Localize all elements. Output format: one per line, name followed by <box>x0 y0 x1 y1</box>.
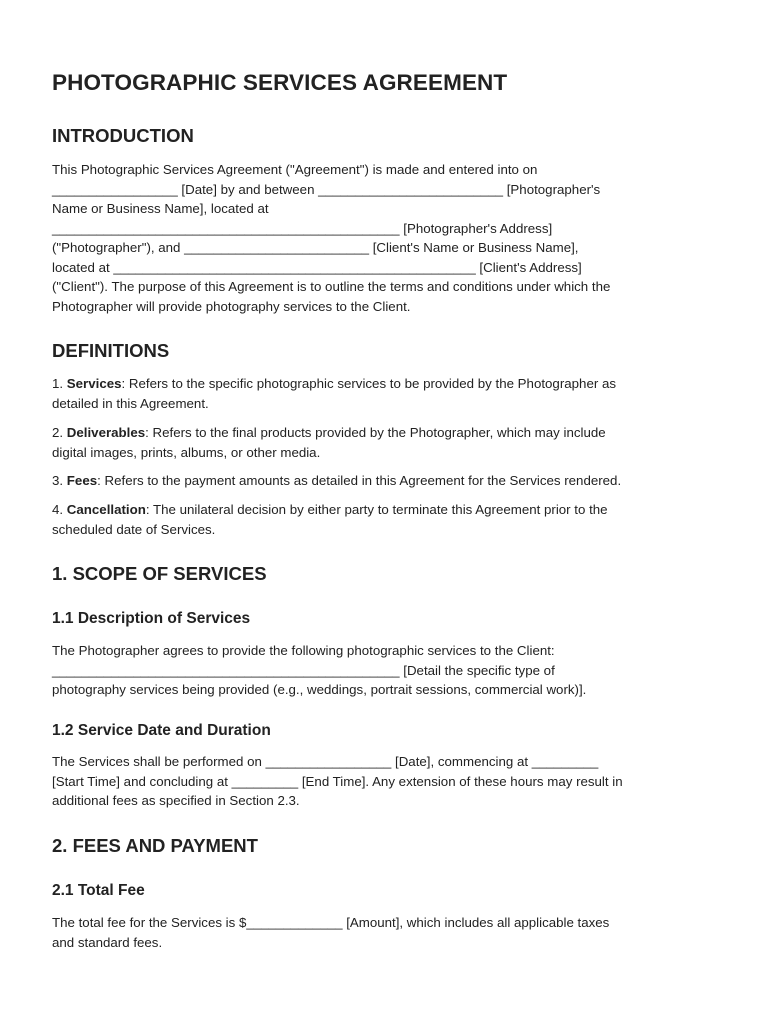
text-line: ("Client"). The purpose of this Agreement is to outline the terms and conditions under which the <box>52 279 611 294</box>
text-line: The total fee for the Services is $_____________ [Amount], which includes all applicable taxes <box>52 915 610 930</box>
total-fee-paragraph <box>52 913 720 952</box>
definition-text: : The unilateral decision by either party to terminate this Agreement prior to the <box>145 502 608 517</box>
definition-number: 2. <box>52 425 67 440</box>
definition-text: scheduled date of Services. <box>52 521 216 537</box>
definition-term: Deliverables <box>66 425 146 440</box>
definition-item-cancellation <box>52 500 720 539</box>
text-line: This Photographic Services Agreement ("Agreement") is made and entered into on <box>52 162 538 177</box>
text-line: and standard fees. <box>52 934 163 950</box>
text-line: The Photographer agrees to provide the following photographic services to the Client: <box>52 643 555 658</box>
fees-heading: 2. FEES AND PAYMENT <box>52 835 258 856</box>
service-date-paragraph <box>52 752 720 811</box>
definition-text: : Refers to the specific photographic services to be provided by the Photographer as <box>121 376 617 391</box>
definition-text: : Refers to the payment amounts as detailed in this Agreement for the Services rendered. <box>97 473 622 488</box>
text-line: Photographer will provide photography services to the Client. <box>52 298 411 314</box>
text-line: [Start Time] and concluding at _________ [End Time]. Any extension of these hours may result in <box>52 773 623 789</box>
text-line: The Services shall be performed on _________________ [Date], commencing at _________ <box>52 754 599 769</box>
text-line: _________________ [Date] by and between _________________________ [Photographer's <box>52 181 601 197</box>
text-line: located at _________________________________________________ [Client's Address] <box>52 259 582 275</box>
definition-text: digital images, prints, albums, or other media. <box>52 444 321 460</box>
text-line: ("Photographer"), and _________________________ [Client's Name or Business Name], <box>52 240 579 255</box>
subsection-heading-1-2: 1.2 Service Date and Duration <box>52 722 271 739</box>
definition-item-deliverables <box>52 423 720 462</box>
text-line: photography services being provided (e.g., weddings, portrait sessions, commercial work)]. <box>52 682 587 697</box>
definition-term: Services <box>66 376 122 391</box>
definition-item-services <box>52 374 720 413</box>
definition-number: 1. <box>52 376 67 391</box>
document-title: PHOTOGRAPHIC SERVICES AGREEMENT <box>52 70 508 95</box>
definition-number: 3. <box>52 473 67 488</box>
definition-text: detailed in this Agreement. <box>52 395 209 411</box>
text-line: _______________________________________________ [Photographer's Address] <box>52 220 553 236</box>
text-line: _______________________________________________ [Detail the specific type of <box>52 662 555 678</box>
definition-item-fees <box>52 471 720 491</box>
introduction-paragraph <box>52 160 720 316</box>
definition-term: Fees <box>66 473 98 488</box>
introduction-heading: INTRODUCTION <box>52 125 194 146</box>
definition-term: Cancellation <box>66 502 146 517</box>
text-line: Name or Business Name], located at <box>52 201 269 216</box>
subsection-heading-1-1: 1.1 Description of Services <box>52 610 251 627</box>
subsection-heading-2-1: 2.1 Total Fee <box>52 882 145 899</box>
text-line: additional fees as specified in Section 2.3. <box>52 793 300 808</box>
description-of-services-paragraph <box>52 641 720 700</box>
definitions-heading: DEFINITIONS <box>52 340 170 361</box>
scope-heading: 1. SCOPE OF SERVICES <box>52 563 267 584</box>
definition-text: : Refers to the final products provided by the Photographer, which may include <box>145 425 606 440</box>
definition-number: 4. <box>52 502 67 517</box>
